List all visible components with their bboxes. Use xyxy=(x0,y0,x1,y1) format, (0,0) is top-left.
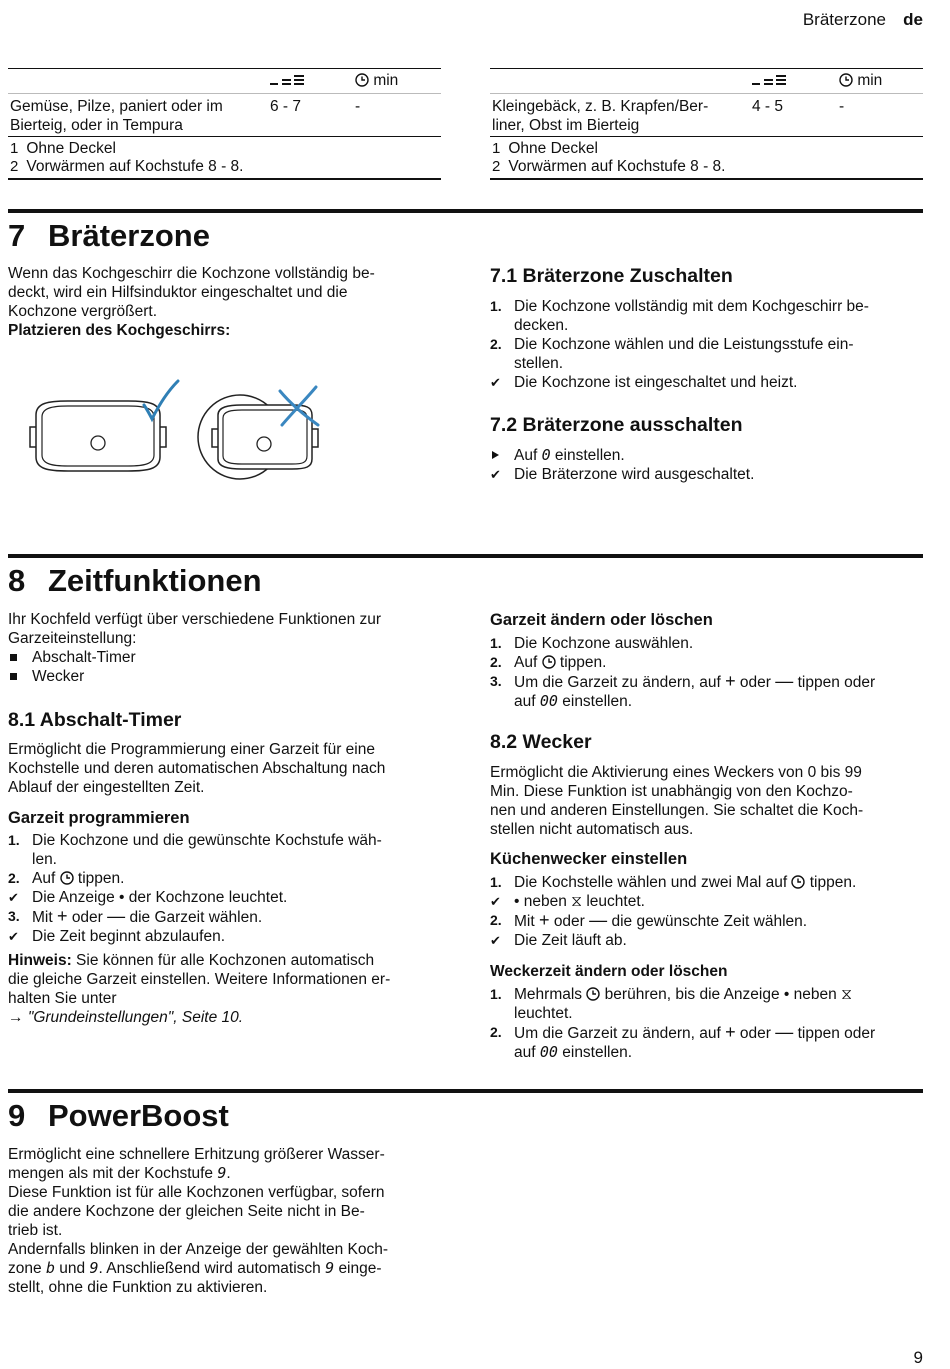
table-row-level: 6 - 7 xyxy=(270,98,302,115)
list-item: ✔ Die Kochzone ist eingeschaltet und heizt. xyxy=(490,374,798,391)
placement-label: Platzieren des Kochgeschirrs: xyxy=(8,322,231,339)
power-level-icon xyxy=(270,74,304,86)
result-check-icon: ✔ xyxy=(8,890,19,905)
section-8-1-text: Ermöglicht die Programmierung einer Garzeit für eine Kochstelle und deren automatischen Abschaltung nach Ablauf der eingestellten Zeit. xyxy=(8,741,386,796)
section-7-2-heading: 7.2 Bräterzone ausschalten xyxy=(490,414,743,436)
list-item: 2. Auf tippen. xyxy=(490,654,607,671)
table-row-food: Gemüse, Pilze, paniert oder im Bierteig, oder in Tempura xyxy=(10,98,223,134)
table-row-time: - xyxy=(839,98,845,115)
section-7-1-steps xyxy=(490,297,922,392)
program-cooking-time-heading: Garzeit programmieren xyxy=(8,809,190,827)
clock-icon xyxy=(839,73,853,87)
section-7-intro: Wenn das Kochgeschirr die Kochzone vollständig be- deckt, wird ein Hilfsinduktor eingeschaltet und die Kochzone vergrößert. xyxy=(8,265,375,320)
arrow-right-icon: → xyxy=(8,1009,24,1026)
result-check-icon: ✔ xyxy=(490,933,501,948)
list-item: 3. Um die Garzeit zu ändern, auf + oder — tippen oder auf 00 einstellen. xyxy=(490,671,876,710)
language-code: de xyxy=(903,10,923,29)
pan-incorrect xyxy=(198,395,318,479)
table-row-food: Kleingebäck, z. B. Krapfen/Ber- liner, Obst im Bierteig xyxy=(492,98,709,134)
clock-icon xyxy=(542,655,556,669)
cooking-table-left xyxy=(8,68,441,180)
list-item: 1. Mehrmals berühren, bis die Anzeige • neben ⧖ leuchtet. xyxy=(490,986,852,1022)
plus-icon: + xyxy=(725,1022,736,1042)
list-item: ✔ • neben ⧖ leuchtet. xyxy=(490,893,645,910)
timer-change-heading: Weckerzeit ändern oder löschen xyxy=(490,963,728,980)
list-item: 1. Die Kochzone und die gewünschte Kochstufe wäh- len. xyxy=(8,832,382,868)
list-item: ✔ Die Zeit beginnt abzulaufen. xyxy=(8,928,226,945)
section-8-1-heading: 8.1 Abschalt-Timer xyxy=(8,709,182,731)
bullet-icon xyxy=(10,654,17,661)
settings-link[interactable]: → "Grundeinstellungen", Seite 10. xyxy=(8,1009,244,1026)
list-item: Auf 0 einstellen. xyxy=(490,446,922,465)
result-check-icon: ✔ xyxy=(490,894,501,909)
section-8-heading: 8 Zeitfunktionen xyxy=(8,563,262,598)
section-7-heading: 7 Bräterzone xyxy=(8,218,210,253)
section-9-text: Ermöglicht eine schnellere Erhitzung größerer Wasser- mengen als mit der Kochstufe 9. Diese Funktion ist für alle Kochzonen verfügbar, sofern die andere Kochzone der gleichen Seite nicht in Be- trieb ist. Andernfalls blinken in der Anzeige der gewählten Koch- zone b und 9. Anschließend wird automatisch 9 einge- stellt, ohne die Funktion zu aktivieren. xyxy=(8,1146,388,1296)
hourglass-icon: ⧖ xyxy=(571,893,583,910)
power-level-icon xyxy=(752,74,786,86)
list-item: ✔ Die Bräterzone wird ausgeschaltet. xyxy=(490,466,755,483)
page-number: 9 xyxy=(913,1348,923,1367)
list-item: Wecker xyxy=(8,667,136,686)
list-item: ✔ Die Zeit läuft ab. xyxy=(490,932,627,949)
minus-icon: — xyxy=(775,671,794,691)
list-item: 2. Die Kochzone wählen und die Leistungsstufe ein- stellen. xyxy=(490,336,854,372)
list-item: 1. Die Kochzone auswählen. xyxy=(490,635,694,652)
list-item: Abschalt-Timer xyxy=(8,648,136,667)
section-8-intro: Ihr Kochfeld verfügt über verschiedene Funktionen zur Garzeiteinstellung: xyxy=(8,611,382,647)
list-item: 2. Um die Garzeit zu ändern, auf + oder — tippen oder auf 00 einstellen. xyxy=(490,1022,876,1061)
table-footnote-1: 1 Ohne Deckel xyxy=(10,140,116,157)
minus-icon: — xyxy=(589,910,608,930)
cooking-table-right xyxy=(490,68,923,180)
change-cooking-time-steps xyxy=(490,634,924,711)
minus-icon: — xyxy=(107,906,126,926)
minus-icon: — xyxy=(775,1022,794,1042)
result-check-icon: ✔ xyxy=(490,467,501,482)
step-arrow-icon xyxy=(492,451,499,459)
minutes-column-label: min xyxy=(373,72,399,89)
table-footnote-2: 2 Vorwärmen auf Kochstufe 8 - 8. xyxy=(492,158,726,175)
plus-icon: + xyxy=(725,671,736,691)
pan-correct xyxy=(30,401,166,471)
table-row-time: - xyxy=(355,98,361,115)
list-item: 2. Auf tippen. xyxy=(8,870,125,887)
section-rule xyxy=(8,1089,923,1093)
result-check-icon: ✔ xyxy=(8,929,19,944)
minutes-column-label: min xyxy=(857,72,883,89)
list-item: 2. Mit + oder — die gewünschte Zeit wählen. xyxy=(490,910,808,930)
list-item: ✔ Die Anzeige • der Kochzone leuchtet. xyxy=(8,889,288,906)
plus-icon: + xyxy=(538,910,550,930)
list-item: 1. Die Kochstelle wählen und zwei Mal auf tippen. xyxy=(490,874,857,891)
timer-change-steps xyxy=(490,985,924,1062)
section-8-bullets xyxy=(8,648,136,686)
clock-icon xyxy=(355,73,369,87)
section-7-1-heading: 7.1 Bräterzone Zuschalten xyxy=(490,265,733,287)
kitchen-timer-heading: Küchenwecker einstellen xyxy=(490,850,688,868)
bullet-icon xyxy=(10,673,17,680)
table-footnote-1: 1 Ohne Deckel xyxy=(492,140,598,157)
clock-icon xyxy=(60,871,74,885)
list-item: 3. Mit + oder — die Garzeit wählen. xyxy=(8,906,263,926)
hourglass-icon: ⧖ xyxy=(841,986,852,1003)
change-cooking-time-heading: Garzeit ändern oder löschen xyxy=(490,611,713,629)
table-footnote-2: 2 Vorwärmen auf Kochstufe 8 - 8. xyxy=(10,158,244,175)
running-header-title: Bräterzone xyxy=(802,10,886,29)
section-7-2-steps xyxy=(490,446,922,484)
kitchen-timer-steps xyxy=(490,873,924,950)
table-row-level: 4 - 5 xyxy=(752,98,784,115)
section-8-2-heading: 8.2 Wecker xyxy=(490,731,592,753)
section-8-2-text: Ermöglicht die Aktivierung eines Weckers von 0 bis 99 Min. Diese Funktion ist unabhängig von den Kochzo- nen und anderen Einstellungen. Sie schaltet die Koch- stellen nicht automatisch aus. xyxy=(490,764,864,838)
section-rule xyxy=(8,209,923,213)
plus-icon: + xyxy=(56,906,68,926)
section-9-heading: 9 PowerBoost xyxy=(8,1098,229,1133)
clock-icon xyxy=(791,875,805,889)
hint-note: Hinweis: Sie können für alle Kochzonen automatisch die gleiche Garzeit einstellen. Weitere Informationen er- halten Sie unter → "Grundeinstellungen", Seite 10. xyxy=(8,951,440,1027)
checkmark-icon xyxy=(144,381,178,419)
result-check-icon: ✔ xyxy=(490,375,501,390)
pan-placement-illustration xyxy=(28,375,328,485)
program-cooking-time-steps xyxy=(8,831,440,946)
list-item: 1. Die Kochzone vollständig mit dem Kochgeschirr be- decken. xyxy=(490,298,869,334)
section-rule xyxy=(8,554,923,558)
clock-icon xyxy=(586,987,600,1001)
